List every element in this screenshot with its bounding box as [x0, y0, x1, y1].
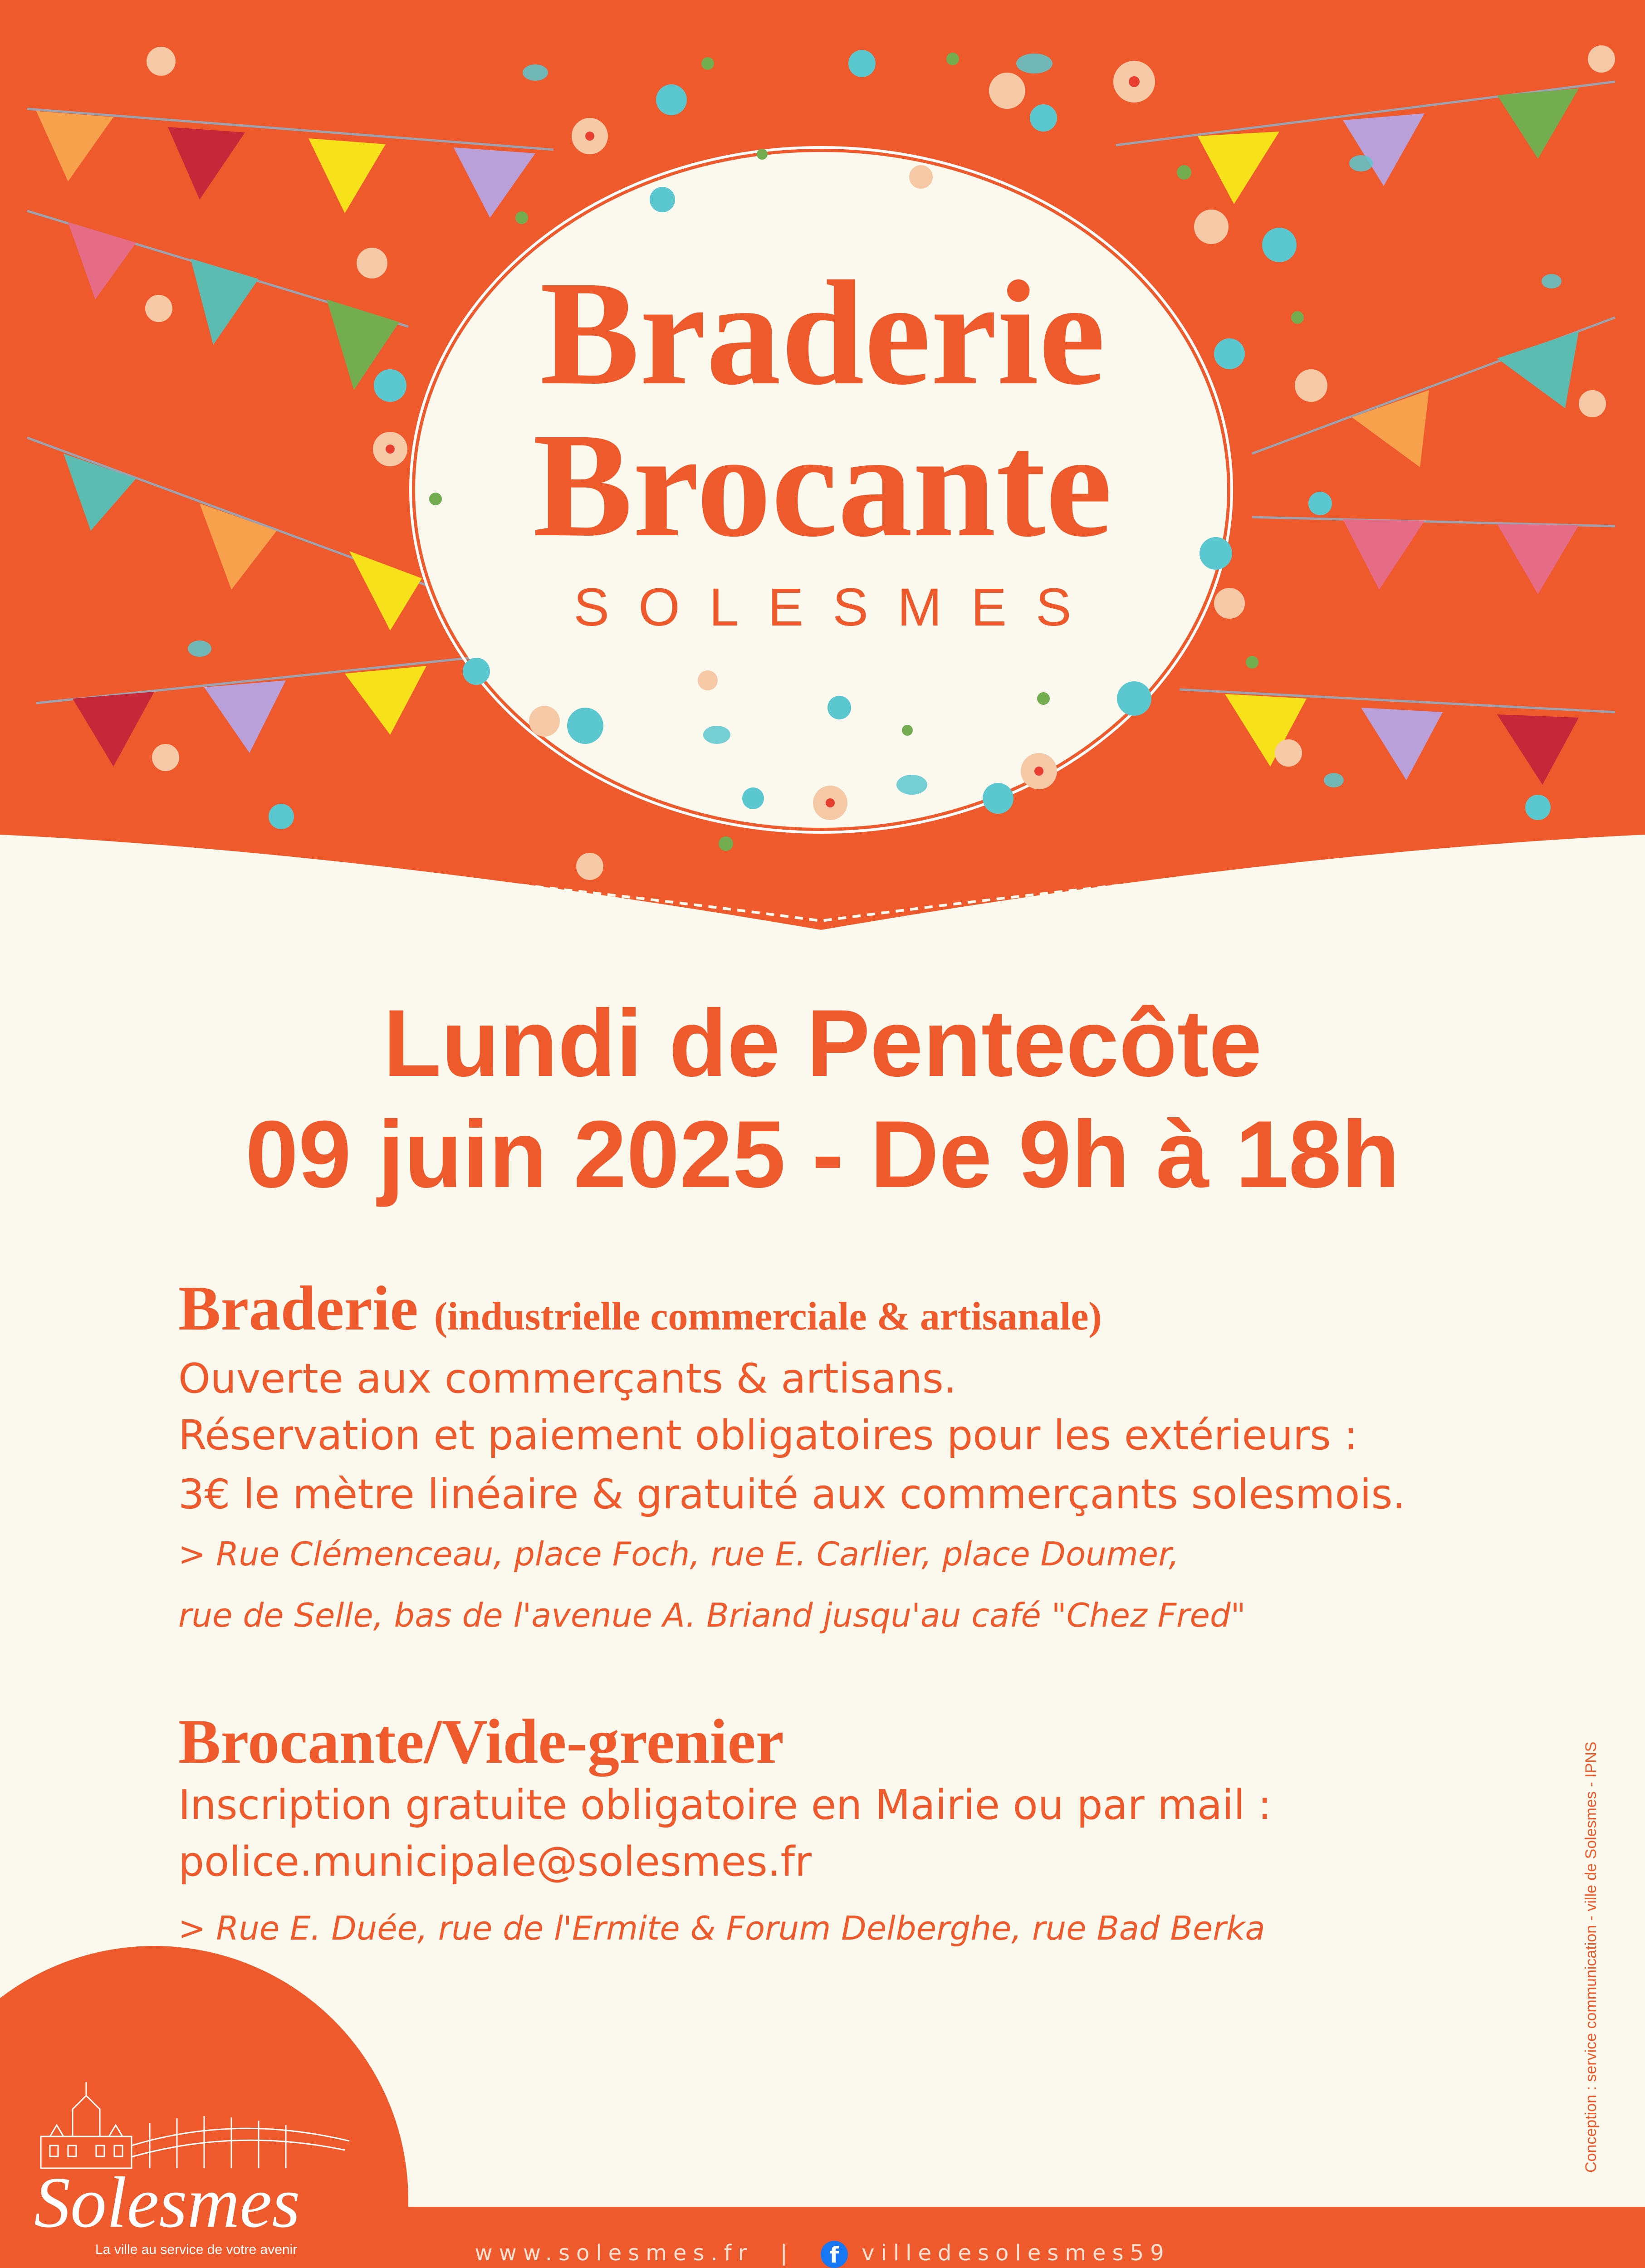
event-date-time: 09 juin 2025 - De 9h à 18h: [245, 1101, 1400, 1207]
brocante-email[interactable]: police.municipale@solesmes.fr: [178, 1838, 812, 1886]
braderie-location-2: rue de Selle, bas de l'avenue A. Briand jusqu'au café "Chez Fred": [178, 1596, 1246, 1634]
braderie-title: Braderie: [178, 1273, 418, 1344]
logo-tagline: La ville au service de votre avenir: [95, 2242, 298, 2257]
title-solesmes: SOLESMES: [573, 577, 1101, 637]
braderie-line-2: Réservation et paiement obligatoires pour les extérieurs :: [178, 1412, 1358, 1459]
title-braderie: Braderie: [539, 250, 1106, 416]
footer-separator: |: [780, 2240, 794, 2266]
brocante-location-1: > Rue E. Duée, rue de l'Ermite & Forum Delberghe, rue Bad Berka: [178, 1909, 1265, 1947]
brocante-title: Brocante/Vide-grenier: [178, 1706, 784, 1777]
logo-wordmark: Solesmes: [34, 2162, 300, 2243]
event-day: Lundi de Pentecôte: [383, 990, 1262, 1096]
braderie-line-3: 3€ le mètre linéaire & gratuité aux commerçants solesmois.: [178, 1471, 1405, 1518]
brocante-line-1: Inscription gratuite obligatoire en Mairie ou par mail :: [178, 1781, 1272, 1829]
title-brocante: Brocante: [533, 402, 1112, 568]
braderie-line-1: Ouverte aux commerçants & artisans.: [178, 1355, 957, 1403]
design-credit: Conception : service communication - ville de Solesmes - IPNS: [1582, 1741, 1600, 2173]
braderie-location-1: > Rue Clémenceau, place Foch, rue E. Carlier, place Doumer,: [178, 1535, 1179, 1573]
facebook-handle[interactable]: villedesolesmes59: [862, 2240, 1170, 2266]
braderie-subtitle: (industrielle commerciale & artisanale): [434, 1295, 1102, 1339]
facebook-icon: f: [821, 2241, 848, 2268]
braderie-section-title: [178, 1273, 1102, 1344]
website-link[interactable]: www.solesmes.fr: [475, 2240, 754, 2266]
